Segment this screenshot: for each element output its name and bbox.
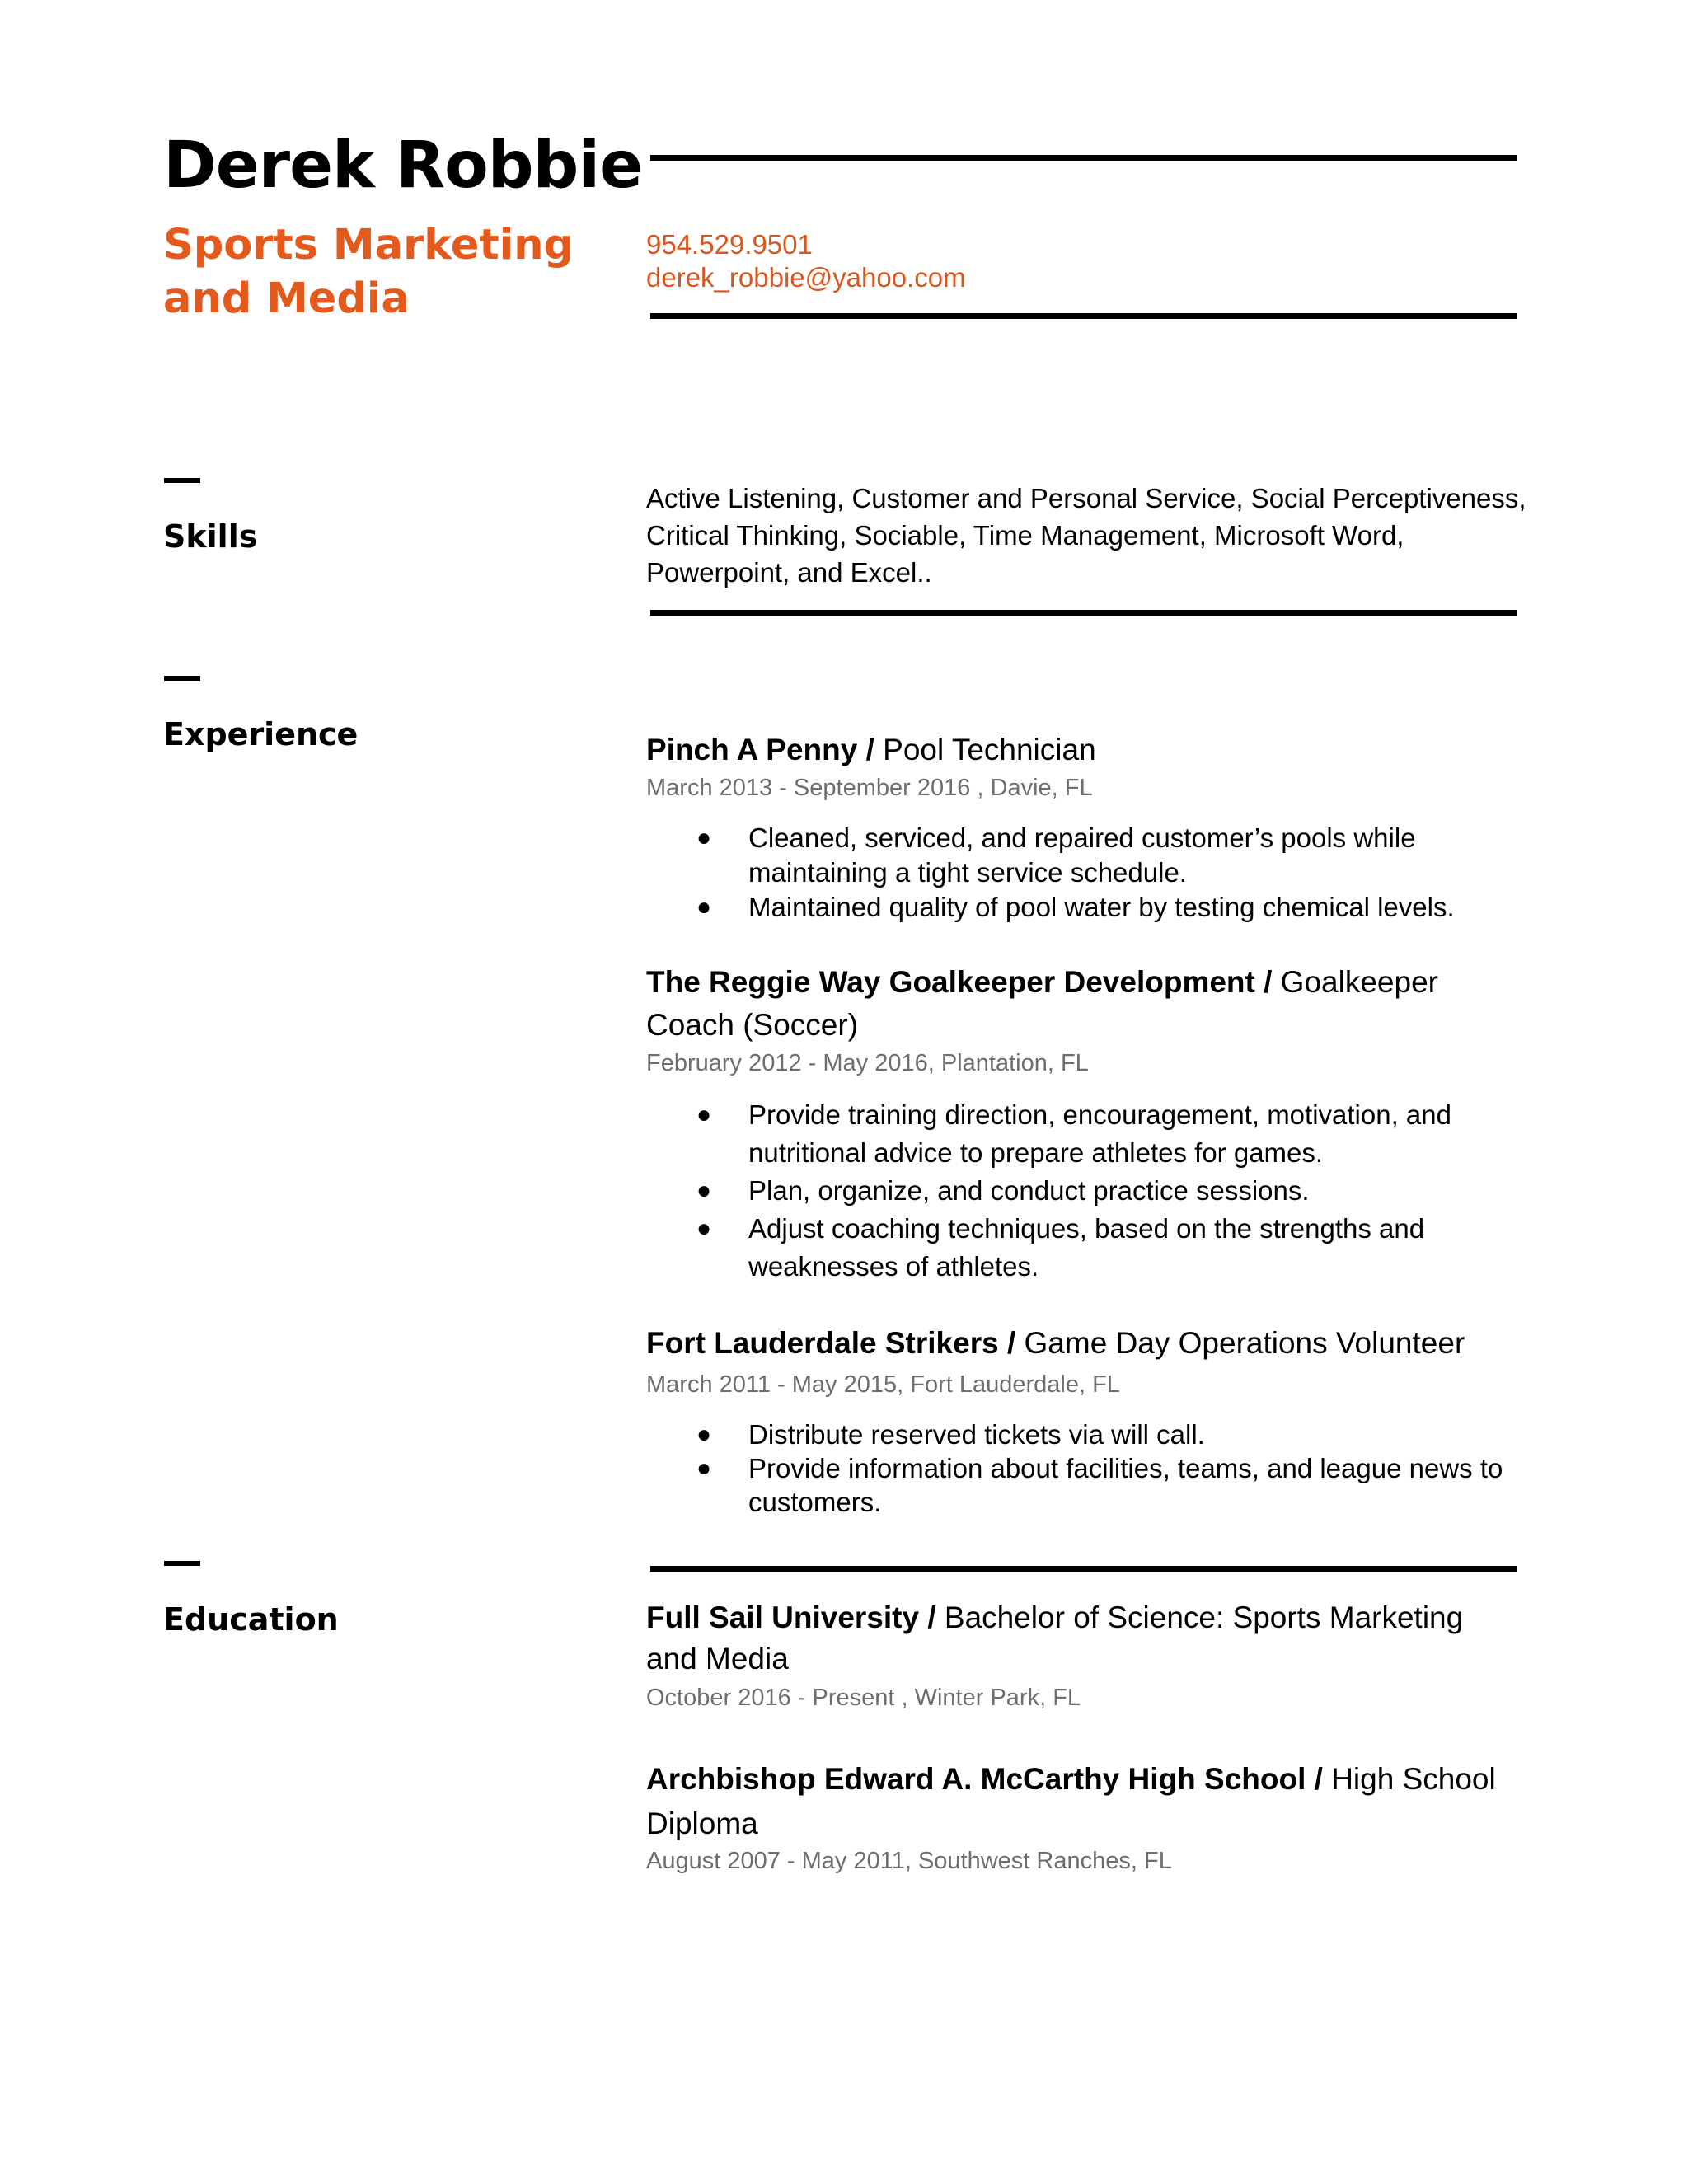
job-bullet-list: [692, 1418, 1525, 1519]
skills-section-marker: [164, 478, 200, 483]
phone-number: 954.529.9501: [646, 229, 813, 260]
candidate-name: Derek Robbie: [163, 129, 642, 203]
experience-section-marker: [164, 676, 200, 681]
header-top-rule: [650, 155, 1517, 161]
bullet-icon: ●: [696, 1421, 712, 1448]
list-item: ● Provide information about facilities, teams, and league news to customers.: [696, 1453, 1503, 1517]
list-item: ● Cleaned, serviced, and repaired customer’s pools while maintaining a tight service schedule.: [696, 823, 1416, 888]
list-item: ● Plan, organize, and conduct practice sessions.: [692, 1172, 1525, 1210]
job-bullet-list: [692, 821, 1525, 925]
email-address: derek_robbie@yahoo.com: [646, 262, 966, 293]
job-dates-location: February 2012 - May 2016, Plantation, FL: [646, 1050, 1089, 1076]
skills-bottom-rule: [650, 610, 1517, 616]
job-role: Goalkeeper Coach (Soccer): [646, 965, 1438, 1042]
school-dates-location: October 2016 - Present , Winter Park, FL: [646, 1685, 1081, 1711]
school-name: Full Sail University /: [646, 1601, 936, 1634]
skills-heading: Skills: [163, 518, 258, 555]
education-top-rule: [650, 1566, 1517, 1572]
bullet-icon: ●: [696, 1177, 712, 1204]
job-bullet-list: [692, 1096, 1525, 1286]
candidate-subtitle: Sports Marketing and Media: [163, 221, 574, 323]
job-title: [646, 1322, 1520, 1365]
list-item: ● Provide training direction, encouragement, motivation, and nutritional advice to prepare athletes for games.: [692, 1096, 1525, 1172]
education-heading: Education: [163, 1601, 339, 1638]
job-dates-location: March 2011 - May 2015, Fort Lauderdale, FL: [646, 1371, 1120, 1398]
bullet-icon: ●: [696, 1455, 712, 1482]
header-bottom-rule: [650, 313, 1517, 319]
school-degree: High School Diploma: [646, 1762, 1496, 1840]
school-degree: Bachelor of Science: Sports Marketing and Media: [646, 1601, 1464, 1675]
job-role: Pool Technician: [874, 733, 1096, 766]
job-company: The Reggie Way Goalkeeper Development /: [646, 965, 1273, 999]
school-title: [646, 1757, 1520, 1846]
job-company: Fort Lauderdale Strikers /: [646, 1326, 1016, 1360]
school-title: [646, 1597, 1520, 1680]
job-title: [646, 729, 1520, 771]
list-item: ● Distribute reserved tickets via will call.: [696, 1419, 1205, 1450]
job-dates-location: March 2013 - September 2016 , Davie, FL: [646, 775, 1093, 801]
list-item: ● Adjust coaching techniques, based on the strengths and weaknesses of athletes.: [692, 1210, 1525, 1286]
list-item: ● Maintained quality of pool water by testing chemical levels.: [692, 890, 1525, 925]
skills-text: Active Listening, Customer and Personal Service, Social Perceptiveness, Critical Thinking, Sociable, Time Management, Microsoft Word, Powerpoint, and Excel..: [646, 483, 1526, 588]
school-name: Archbishop Edward A. McCarthy High School /: [646, 1762, 1323, 1796]
experience-heading: Experience: [163, 716, 359, 752]
job-role: Game Day Operations Volunteer: [1015, 1326, 1465, 1360]
bullet-icon: ●: [696, 1101, 712, 1128]
school-dates-location: August 2007 - May 2011, Southwest Ranches, FL: [646, 1848, 1172, 1874]
bullet-icon: ●: [696, 1215, 712, 1242]
bullet-icon: ●: [696, 824, 712, 851]
job-title: [646, 961, 1520, 1047]
education-section-marker: [164, 1561, 200, 1566]
job-company: Pinch A Penny /: [646, 733, 874, 766]
bullet-icon: ●: [696, 893, 712, 921]
